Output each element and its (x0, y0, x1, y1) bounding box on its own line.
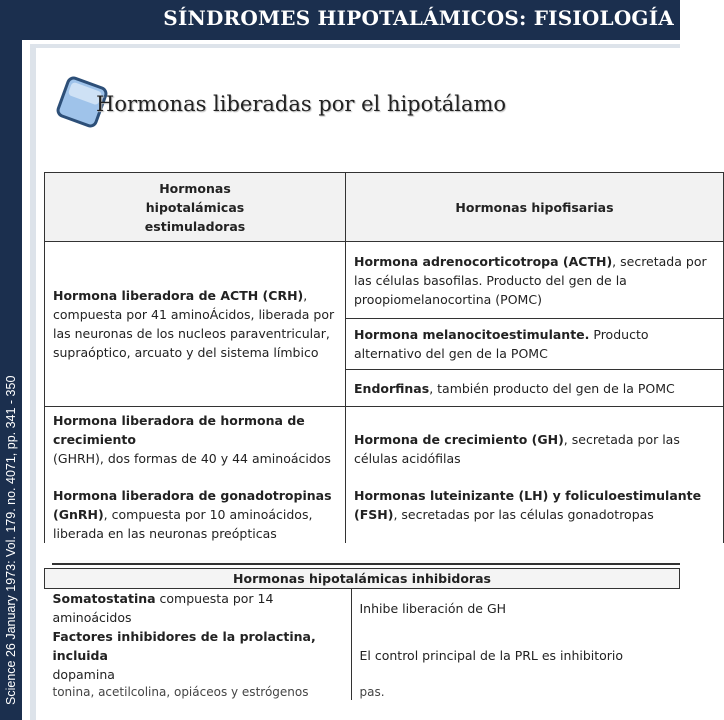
table-header-row (45, 173, 724, 242)
pif-effect: El control principal de la PRL es inhibitorio (351, 627, 680, 684)
somatostatin-cell (45, 589, 352, 628)
endorphin-desc: , también producto del gen de la POMC (429, 380, 675, 396)
somatostatin-name: Somatostatina (52, 591, 156, 606)
msh-cell (346, 319, 724, 370)
endorphin-name: Endorfinas (354, 380, 430, 396)
table-row (45, 589, 680, 628)
table-row (45, 407, 724, 544)
acth-desc: , secretada por las células basofilas. Producto del gen de la proopiomelanocortina (POMC) (354, 253, 707, 307)
pif-cell (45, 627, 352, 684)
divider (52, 563, 680, 565)
stimulating-hormones-table (44, 172, 724, 543)
ghrh-gnrh-cell (45, 407, 346, 544)
cutoff-left: tonina, acetilcolina, opiáceos y estrógenos (52, 685, 309, 699)
cutoff-right: pas. (351, 684, 680, 700)
endorphin-cell (346, 370, 724, 407)
pif-extra: dopamina (52, 667, 115, 682)
acth-cell (346, 242, 724, 319)
crh-name: Hormona liberadora de ACTH (CRH) (53, 288, 304, 303)
somatostatin-desc: compuesta por 14 aminoácidos (52, 591, 274, 625)
gnrh-name: Hormona liberadora de gonadotropinas (GnRH) (53, 488, 332, 522)
msh-desc: Producto alternativo del gen de la POMC (354, 327, 649, 361)
msh-name: Hormona melanocitoestimulante. (354, 327, 590, 342)
crh-desc: , compuesta por 41 aminoÁcidos, liberada por las neuronas de los nucleos paraventricular, supraóptico, arcuato y del sistema límbico (53, 288, 335, 360)
col-header-pituitary: Hormonas hipofisarias (346, 173, 724, 242)
header-bar (0, 0, 680, 40)
col-header-stimulating-text: Hormonas hipotalámicas estimuladoras (144, 180, 246, 234)
gh-name: Hormona de crecimiento (GH) (354, 432, 564, 447)
col-header-stimulating (45, 173, 346, 242)
crh-cell (45, 242, 346, 407)
table-row (45, 684, 680, 700)
table-row (45, 242, 724, 319)
citation-text: Science 26 January 1973: Vol. 179. no. 4071, pp. 341 - 350 (4, 375, 18, 705)
gh-desc: , secretada por las células acidófilas (354, 432, 680, 466)
table-row (45, 627, 680, 684)
gh-lh-cell (346, 407, 724, 544)
ghrh-name: Hormona liberadora de hormona de crecimiento (53, 413, 305, 447)
pif-name: Factores inhibidores de la prolactina, incluida (52, 629, 316, 663)
inhibitory-hormones-table (44, 568, 680, 700)
gnrh-desc: , compuesta por 10 aminoácidos, liberada en las neuronas preópticas (53, 507, 313, 541)
acth-name: Hormona adrenocorticotropa (ACTH) (354, 253, 613, 269)
somatostatin-effect: Inhibe liberación de GH (351, 589, 680, 628)
inhibitory-header-row (45, 569, 680, 589)
lh-fsh-name: Hormonas luteinizante (LH) y foliculoestimulante (FSH) (354, 488, 702, 522)
page-title: SÍNDROMES HIPOTALÁMICOS: FISIOLOGÍA (163, 6, 674, 30)
ghrh-desc: (GHRH), dos formas de 40 y 44 aminoácidos (53, 451, 331, 466)
inhibitory-header: Hormonas hipotalámicas inhibidoras (45, 569, 680, 589)
lh-fsh-desc: , secretadas por las células gonadotropas (393, 507, 654, 522)
document-image (44, 168, 707, 699)
slide-title: Hormonas liberadas por el hipotálamo (96, 92, 507, 116)
